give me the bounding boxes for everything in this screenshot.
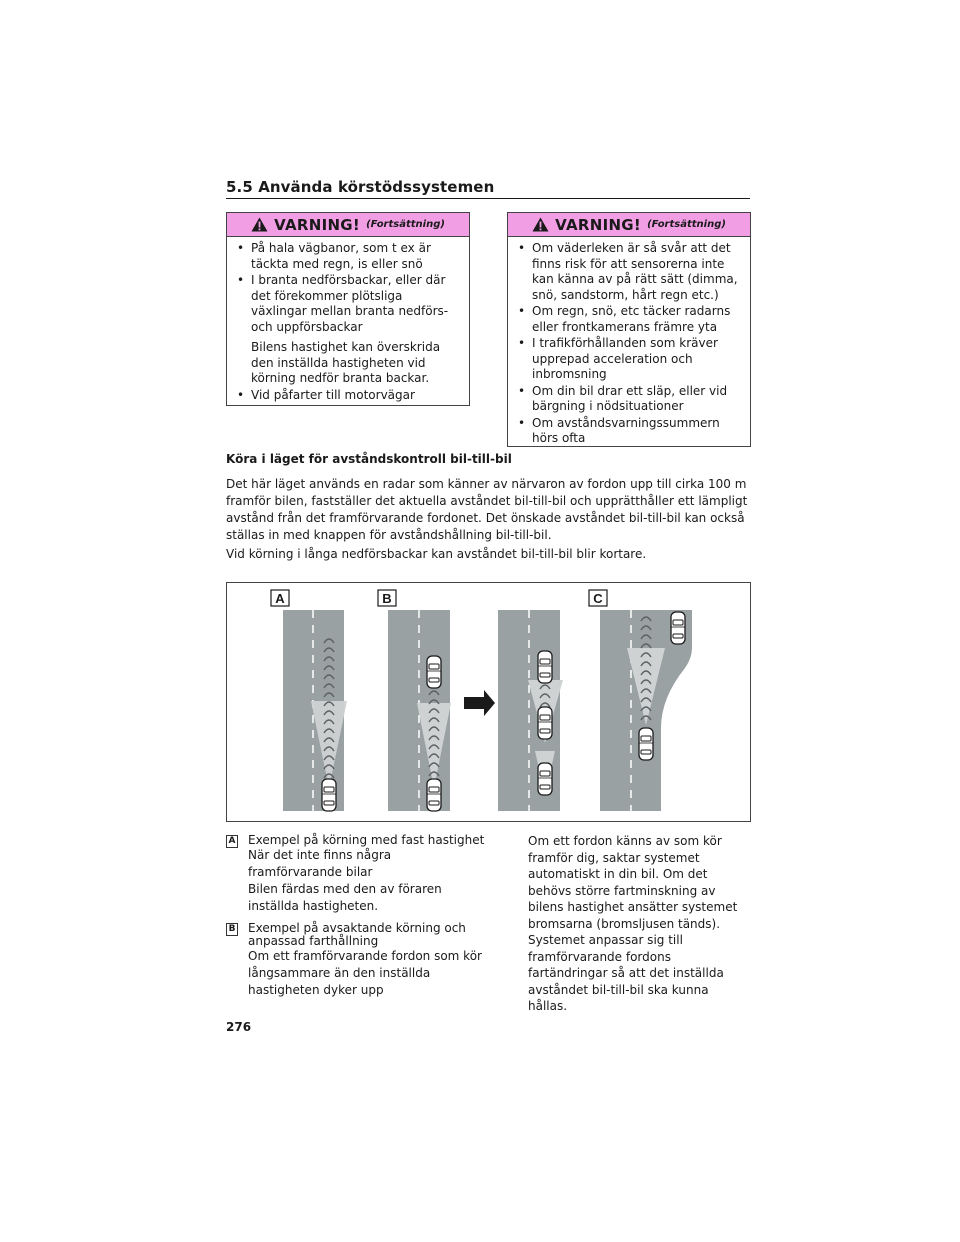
page-number: 276 bbox=[226, 1020, 252, 1034]
section-divider bbox=[226, 198, 750, 199]
list-right: Om ett fordon känns av som kör framför dig, saktar systemet automatiskt in din bil. Om det behövs större fartminskning av bilens hastighet ansätter systemet bromsarna (bromsljusen tänds). Systemet anpassar sig till framförvarande fordons fartändringar så att det inställda avståndet bil-till-bil ska kunna hållas. bbox=[528, 834, 738, 1013]
item-b-text: Om ett framförvarande fordon som kör långsammare än den inställda hastigheten dyker upp bbox=[248, 949, 482, 997]
warning-bullet: • På hala vägbanor, som t ex är täckta med regn, is eller snö bbox=[233, 241, 461, 272]
car-icon bbox=[671, 612, 685, 644]
label-b bbox=[378, 590, 396, 606]
label-c-text: C bbox=[593, 591, 603, 606]
warning-bullet: • Vid påfarter till motorvägar bbox=[233, 388, 461, 404]
warning-triangle-icon bbox=[532, 217, 549, 232]
label-b-box: B bbox=[226, 923, 238, 936]
warning-triangle-icon bbox=[251, 217, 268, 232]
label-a-box: A bbox=[226, 835, 238, 848]
warning-bullet: • Om regn, snö, etc täcker radarns eller frontkamerans främre yta bbox=[514, 304, 742, 335]
list-left bbox=[226, 834, 486, 999]
road-b bbox=[388, 610, 451, 811]
car-icon bbox=[538, 763, 552, 795]
car-icon bbox=[639, 728, 653, 760]
item-a-title: Exempel på körning med fast hastighet bbox=[248, 833, 485, 847]
road-middle bbox=[498, 610, 563, 811]
car-icon bbox=[538, 651, 552, 683]
car-icon bbox=[538, 707, 552, 739]
acc-diagram-svg bbox=[227, 583, 750, 821]
warning-title: VARNING! bbox=[274, 215, 361, 234]
car-icon bbox=[322, 779, 336, 811]
road-a bbox=[283, 610, 347, 811]
transition-arrow-icon bbox=[464, 690, 495, 716]
warning-header bbox=[227, 213, 469, 237]
warning-bullet: • I branta nedförsbackar, eller där det förekommer plötsliga växlingar mellan branta nedförs- och uppförsbackar bbox=[233, 273, 461, 335]
label-a-text: A bbox=[275, 591, 285, 606]
warning-bullet: • Om avståndsvarningssummern hörs ofta bbox=[514, 416, 742, 447]
body-paragraph: Vid körning i långa nedförsbackar kan avståndet bil-till-bil blir kortare. bbox=[226, 547, 647, 561]
warning-bullet: • I trafikförhållanden som kräver upprepad acceleration och inbromsning bbox=[514, 336, 742, 383]
label-c bbox=[589, 590, 607, 606]
acc-diagram bbox=[226, 582, 751, 822]
warning-subtitle: (Fortsättning) bbox=[647, 219, 726, 230]
warning-subtitle: (Fortsättning) bbox=[366, 219, 445, 230]
warning-header bbox=[508, 213, 750, 237]
label-a bbox=[271, 590, 289, 606]
warning-box-left bbox=[226, 212, 470, 406]
warning-note: Bilens hastighet kan överskrida den inställda hastigheten vid körning nedför branta backar. bbox=[251, 340, 441, 385]
item-b-title: Exempel på avsaktande körning och anpassad farthållning bbox=[248, 921, 466, 948]
car-icon bbox=[427, 656, 441, 688]
warning-bullet: • Om din bil drar ett släp, eller vid bärgning i nödsituationer bbox=[514, 384, 742, 415]
car-icon bbox=[427, 779, 441, 811]
section-title: 5.5 Använda körstödssystemen bbox=[226, 178, 495, 196]
body-paragraph: Det här läget används en radar som känner av närvaron av fordon upp till cirka 100 m framför bilen, fastställer det aktuella avståndet bil-till-bil och upprätthåller ett lämpligt avstånd från det framförvarande fordonet. Det önskade avståndet bil-till-bil kan också ställas in med knappen för avståndshållning bil-till-bil. bbox=[226, 477, 748, 542]
warning-bullet: • Om väderleken är så svår att det finns risk för att sensorerna inte kan känna av på rätt sätt (dimma, snö, sandstorm, hårt regn etc.) bbox=[514, 241, 742, 303]
warning-title: VARNING! bbox=[555, 215, 642, 234]
section-heading: Köra i läget för avståndskontroll bil-till-bil bbox=[226, 452, 512, 466]
item-a-text: Bilen färdas med den av föraren inställda hastigheten. bbox=[248, 882, 442, 913]
warning-box-right bbox=[507, 212, 751, 447]
item-a-text: När det inte finns några framförvarande bilar bbox=[248, 848, 392, 879]
label-b-text: B bbox=[382, 591, 392, 606]
road-c bbox=[600, 610, 692, 811]
